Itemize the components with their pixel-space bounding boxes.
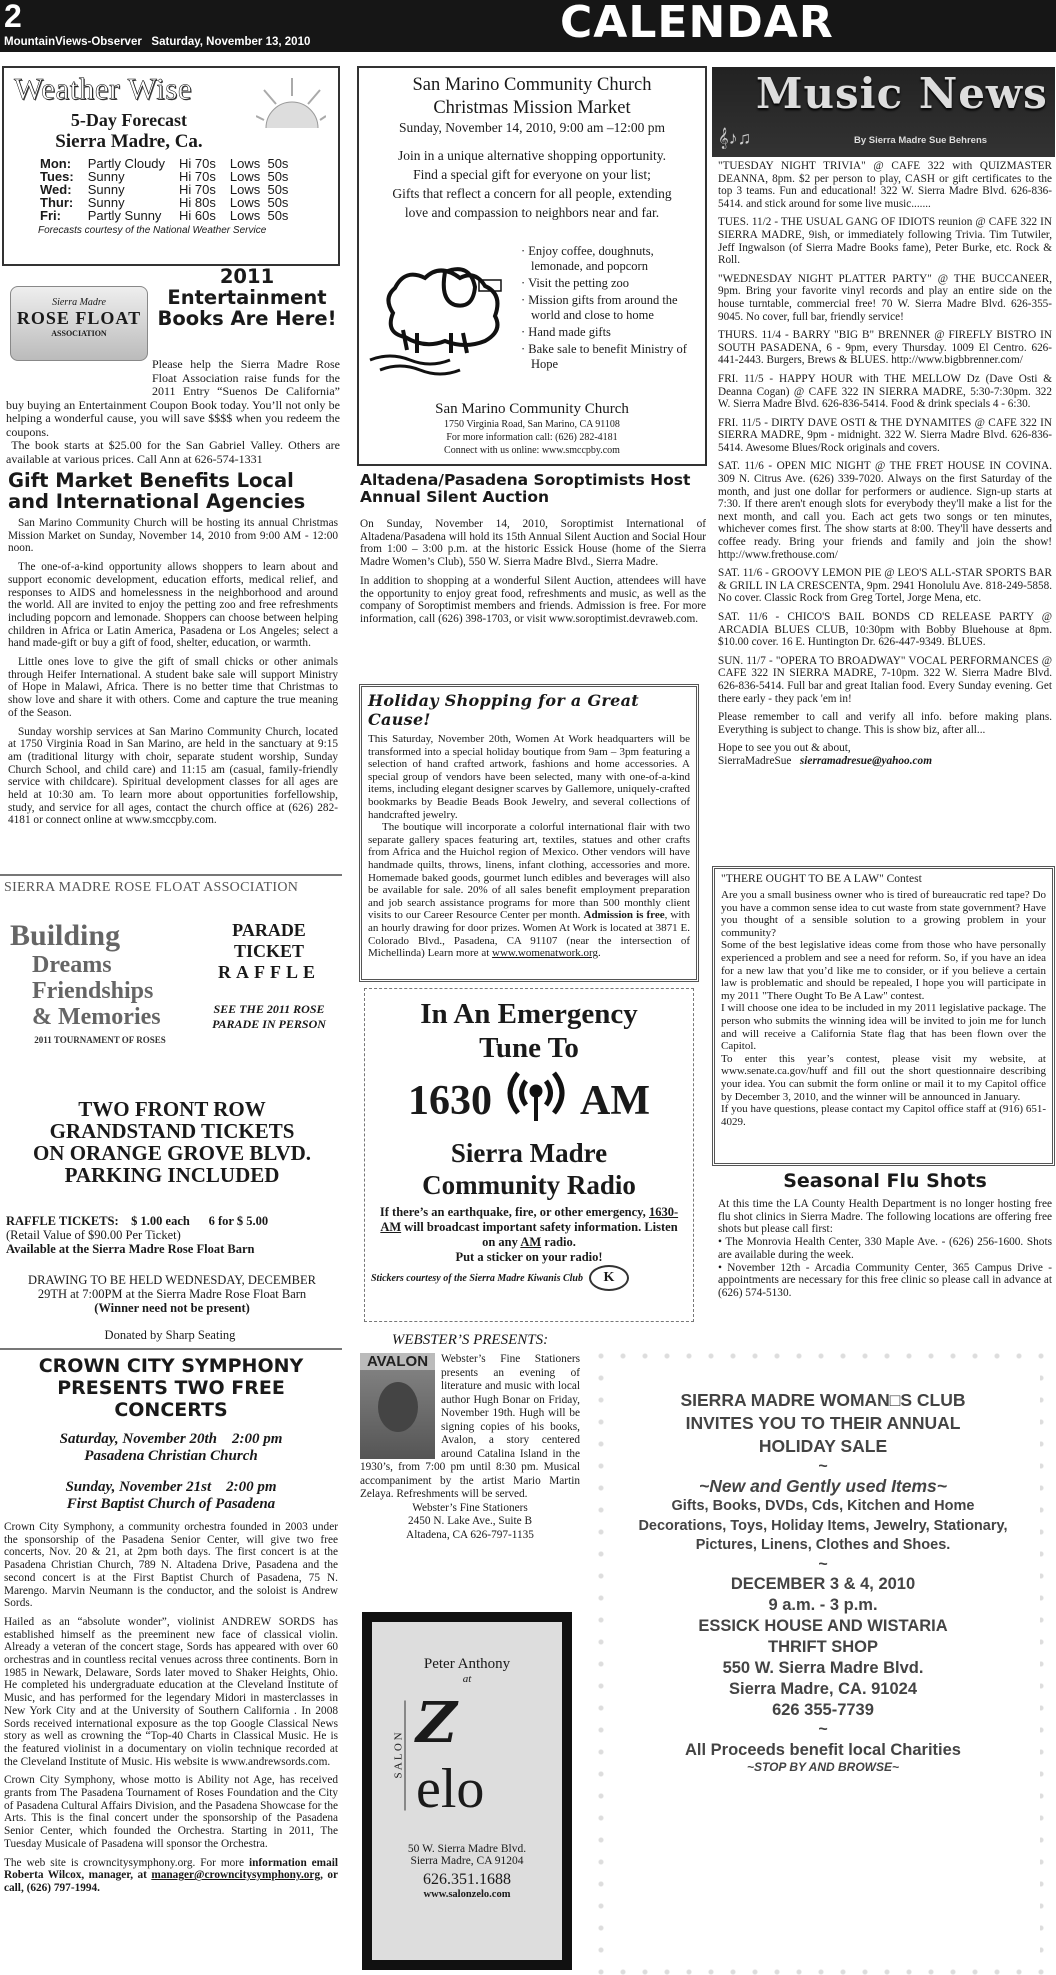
sun-icon	[256, 76, 326, 134]
forecast-cond: Sunny	[87, 195, 125, 210]
sheep-icon	[365, 248, 515, 378]
kiwanis-logo: K	[589, 1265, 629, 1291]
symphony-email-link[interactable]: manager@crowncitysymphony.org	[151, 1869, 321, 1882]
gift-market-title: Gift Market Benefits Local and International Agencies	[8, 470, 306, 513]
law-paragraph: If you have questions, please contact my Capitol office staff at (916) 651-4029.	[721, 1103, 1046, 1128]
entertainment-body: Please help the Sierra Madre Rose Float Association raise funds for the 2011 Entry “Suenos De California” buy buying an Entertainment Coupon Book today. You’ll not only be helping a wonderful cause, you will save $$$$ when you redeem the coupons. The book starts at $25.00 for the San Gabriel Valley. Others are available at various prices. Call Ann at 626-574-1331	[6, 357, 340, 466]
divider	[0, 874, 342, 876]
wc-items: Gifts, Books, DVDs, Cds, Kitchen and Home Decorations, Toys, Holiday Items, Jewelry, Stationary, Pictures, Linens, Clothes and Shoes.	[638, 1498, 1008, 1553]
law-paragraph: Some of the best legislative ideas come from those who have personally experienced a problem and see a need for reform. So, if you have an idea for a new law that you’d like me to consider, or if you believe a certain law is problematic and should be repealed, I hope you will participate in my 2011 "There Ought To Be A Law" contest.	[721, 939, 1046, 1002]
forecast-row	[40, 209, 302, 222]
music-listing: SAT. 11/6 - CHICO'S BAIL BONDS CD RELEASE PARTY @ ARCADIA BLUES CLUB, 10:30pm with Bobby Bluehouse at 8pm. $10.00 cover. 16 E. Huntington Dr. 626-447-9349. BLUES.	[718, 611, 1052, 649]
salon-logo: S A L O N Z elo	[392, 1690, 485, 1820]
see-parade: SEE THE 2011 ROSE PARADE IN PERSON	[212, 1002, 326, 1031]
law-paragraph: I will choose one idea to be included in my 2011 legislative package. The person who submits the winning idea will be invited to join me for lunch and will receive a California State flag that has been flown over the Capitol.	[721, 1002, 1046, 1053]
radio-sticker: Put a sticker on your radio!	[455, 1250, 603, 1264]
forecast-lo: Lows 50s	[229, 156, 289, 171]
forecast-heading: 5-Day Forecast	[70, 110, 188, 130]
websters-title: WEBSTER’S PRESENTS:	[391, 1332, 549, 1348]
gift-market-article	[8, 470, 338, 870]
raffle-title: PARADE TICKET RAFFLE	[218, 920, 320, 982]
wc-heading: SIERRA MADRE WOMAN□S CLUB INVITES YOU TO THEIR ANNUAL HOLIDAY SALE	[680, 1390, 966, 1456]
raffle-org: SIERRA MADRE ROSE FLOAT ASSOCIATION	[4, 880, 299, 895]
weather-credit: Forecasts courtesy of the National Weather Service	[38, 225, 267, 236]
music-email-link[interactable]: sierramadresue@yahoo.com	[799, 755, 932, 768]
music-listing: FRI. 11/5 - HAPPY HOUR with THE MELLOW Dz (Dave Osti & Deanna Cogan) @ CAFE 322 IN SIERRA MADRE, 5:30-7:30pm. 322 W. Sierra Madre Blvd. 626-836-5414. Food & drink specials 4 - 6:30.	[718, 372, 1052, 411]
soroptimist-article	[360, 472, 706, 677]
websters-article	[360, 1332, 580, 1610]
symphony-contact: The web site is crowncitysymphony.org. For more information email Roberta Wilcox, manager, at manager@crowncitysymphony.org, or call, (626) 797-1994.	[4, 1856, 338, 1894]
rose-float-logo: Sierra Madre ROSE FLOAT ASSOCIATION	[10, 286, 148, 361]
symphony-paragraph: Hailed as an “absolute wonder”, violinist ANDREW SORDS has established himself as the preeminent new face of classical violin. Already a veteran of the concert stage, Sords has appeared with over 60 orchestras and in countless recital venues across three continents. Born in 1985 in Newark, Delaware, Sords later moved to Shaker Heights, Ohio. He completed his undergraduate education at the Cleveland Institute of Music, and has performed for the legendary Midori in masterclasses in New York City and at the University of Southern California . In 2008 Sords received international exposure as the top Google Classical News story as well as crowning the “Top-40 Charts in Classical Music. He is the featured violinist in a documentary on violin technique recorded at the Cleveland Institute of Music. His website is www.andrewsords.com.	[4, 1615, 338, 1768]
concert-2: Sunday, November 21st 2:00 pm First Baptist Church of Pasadena	[65, 1479, 277, 1512]
holiday-shopping-box	[359, 684, 699, 982]
flu-title: Seasonal Flu Shots	[783, 1170, 987, 1192]
radio-line1: In An Emergency	[420, 998, 638, 1030]
logo-line: Building	[10, 919, 121, 952]
symphony-paragraph: Crown City Symphony, whose motto is Ability not Age, has received grants from The Pasadena Tournament of Roses Foundation and the City of Pasadena Cultural Affairs Division, and the Pasadena Showcase for the Arts. This is the final concert under the sponsorship of the Pasadena Senior Center, which founded the Orchestra. Starting in 2011, The Tuesday Musicale of Pasadena will sponsor the Orchestra.	[4, 1774, 338, 1850]
wc-browse: ~STOP BY AND BROWSE~	[746, 1759, 900, 1774]
music-listing: TUES. 11/2 - THE USUAL GANG OF IDIOTS reunion @ CAFE 322 IN SIERRA MADRE, 9ish, or immediately following Trivia. Tim Tutwiler, Jeff Ingwalson (of Sierra Madre Books fame), Peter Burke, etc. Rock & Roll.	[718, 216, 1052, 267]
forecast-hi: Hi 70s	[179, 156, 216, 171]
wc-detail-line: DECEMBER 3 & 4, 2010	[730, 1574, 916, 1593]
wc-proceeds: All Proceeds benefit local Charities	[684, 1740, 961, 1759]
websters-body: Webster’s Fine Stationers presents an evening of literature and music with local author Hugh Bonar on Friday, November 19th. Hugh will be signing copies of his books, Avalon, a story centered around Catalina Island in the 1930’s, from 7:00 pm until 8:30 pm. Musical accompaniment by the artist Mario Martin Zelaya. Refreshments will be served.	[360, 1353, 580, 1500]
forecast-lo: Lows 50s	[229, 208, 289, 223]
logo-line: Dreams	[32, 952, 112, 978]
gift-market-paragraph: The one-of-a-kind opportunity allows shoppers to learn about and support economic development, education efforts, medical relief, and responses to AIDS and homelessness in the neighborhood and around the world. All are invited to enjoy the petting zoo and free refreshments including popcorn and lemonade. Shoppers can choose between helping children in Africa or Latin America, Pasadena or Los Angeles; select a hand made-gift or buy a gift of food, shelter, education, or warmth.	[8, 561, 338, 650]
building-dreams-logo: Building Dreams Friendships & Memories 2011 TOURNAMENT OF ROSES	[10, 920, 190, 1070]
publication-dateline	[4, 36, 310, 48]
forecast-hi: Hi 70s	[179, 169, 216, 184]
holiday-p2: The boutique will incorporate a colorful international flair with two separate gallery spaces featuring art, textiles, statues and other crafts from Africa and the Huichol region of Mexico. Other vendors will have handmade quilts, throws, linens, infant clothing, accessories and more. Homemade baked goods, gourmet lunch edibles and beverages will also be available for sale. 20% of all sales benefit employment preparation and job search assistance programs for more than 500 monthly client visits to our Career Resource Center per month. Admission is free, with an hourly drawing for door prizes. Women At Work is located at 3871 E. Colorado Blvd., Pasadena, CA 91107 (near the intersection of Michellinda) Learn more at www.womenatwork.org.	[368, 821, 690, 960]
websters-address: Webster’s Fine Stationers 2450 N. Lake Ave., Suite B Altadena, CA 626-797-1135	[406, 1501, 534, 1541]
wc-detail-line: Sierra Madre, CA. 91024	[728, 1679, 918, 1698]
music-listing: SAT. 11/6 - GROOVY LEMON PIE @ LEO'S ALL-STAR SPORTS BAR & GRILL IN LA CRESCENTA, 9pm. 2941 Honolulu Ave. 818-249-5858. No cover. Classic Rock from Greg Tortel, Jorge Mena, etc.	[718, 567, 1052, 605]
salon-phone: 626.351.1688	[423, 1871, 511, 1888]
salon-city: Sierra Madre, CA 91204	[410, 1855, 524, 1867]
entertainment-books-article	[6, 266, 340, 466]
forecast-hi: Hi 70s	[179, 182, 216, 197]
weather-title: Weather Wise	[14, 71, 193, 106]
forecast-day: Tues:	[40, 169, 74, 184]
soroptimist-title: Altadena/Pasadena Soroptimists Host Annual Silent Auction	[360, 472, 691, 506]
logo-line: & Memories	[32, 1004, 161, 1030]
music-listing: SAT. 11/6 - OPEN MIC NIGHT @ THE FRET HOUSE IN COVINA. 309 N. Citrus Ave. (626) 339-7020. Always on the first Saturday of the month, and just one dollar for performers or audience. Sign-up starts at 7:30. If there aren't enough slots for everybody they'll make a list for the next month, and call you. Each act gets two songs or ten minutes, whichever comes first. The show starts at 8:00. They'll have desserts and coffee ready. Bring your friends and family and join the show! http://www.frethouse.com/	[718, 460, 1052, 561]
wc-detail-line: 550 W. Sierra Madre Blvd.	[722, 1658, 924, 1677]
mm-bullets	[519, 244, 705, 374]
salon-stylist: Peter Anthony	[423, 1656, 511, 1672]
forecast-lo: Lows 50s	[229, 182, 289, 197]
flu-shots-article	[718, 1170, 1052, 1335]
forecast-cond: Partly Cloudy	[87, 156, 166, 171]
music-listings	[718, 160, 1052, 866]
gift-market-paragraph: San Marino Community Church will be hosting its annual Christmas Mission Market on Sunday, November 14, 2010 from 9:00 AM - 12:00 noon.	[8, 517, 338, 555]
wc-separator: ~	[818, 1720, 828, 1738]
forecast-lo: Lows 50s	[229, 195, 289, 210]
mission-market-ad	[357, 66, 707, 466]
salon-at: at	[462, 1673, 472, 1685]
forecast-cond: Partly Sunny	[87, 208, 162, 223]
mm-title: San Marino Community Church Christmas Mission Market	[412, 75, 652, 118]
music-signoff: Hope to see you out & about, SierraMadreSue sierramadresue@yahoo.com	[718, 742, 932, 768]
music-listing: SUN. 11/7 - "OPERA TO BROADWAY" VOCAL PERFORMANCES @ CAFE 322 IN SIERRA MADRE, 7-10pm. 322 W. Sierra Madre Blvd. 626-836-5414. Full bar and great Italian food. Every Sunday evening. Get there early - they pack 'em in!	[718, 654, 1052, 705]
gift-market-paragraph: Little ones love to give the gift of small chicks or other animals through Heifer International. A student bake sale will support Ministry of Hope in Malawi, Africa. There is no better time that Christmas to show love and share it with others. Come and capture the true meaning of the Season.	[8, 656, 338, 719]
avalon-book-cover: AVALON	[360, 1353, 435, 1459]
donated-by: Donated by Sharp Seating	[104, 1328, 236, 1342]
mm-bullet: · Visit the petting zoo	[521, 276, 630, 290]
forecast-day: Mon:	[40, 156, 72, 171]
radio-frequency: 1630 AM	[365, 1065, 693, 1137]
publication-name: MountainViews-Observer	[4, 36, 142, 48]
wc-details	[606, 1574, 1040, 1721]
raffle-prize: TWO FRONT ROW GRANDSTAND TICKETS ON ORANGE GROVE BLVD. PARKING INCLUDED	[32, 1097, 312, 1187]
wc-detail-line: ESSICK HOUSE AND WISTARIA	[698, 1616, 948, 1635]
forecast-hi: Hi 80s	[179, 195, 216, 210]
forecast-location: Sierra Madre, Ca.	[55, 131, 203, 152]
wc-separator: ~	[818, 1458, 828, 1475]
music-listing: THURS. 11/4 - BARRY "BIG B" BRENNER @ FIREFLY BISTRO IN SOUTH PASADENA, 6 - 9pm, every Thursday. 1009 El Centro. 626-441-2443. Burgers, Brews & BLUES. http://www.bigbbrenner.com/	[718, 329, 1052, 367]
salon-zelo-ad	[362, 1612, 572, 1970]
page-header	[0, 0, 1056, 52]
music-listing: "TUESDAY NIGHT TRIVIA" @ CAFE 322 with QUIZMASTER DEANNA, 8pm. $2 per person to play, CASH or gift certificates to the top 3 teams. Fun and educational! 322 W. Sierra Madre Blvd. 626-836-5414. and stick around for some live music.......	[718, 160, 1052, 210]
forecast-day: Fri:	[40, 208, 61, 223]
entertainment-title: 2011 Entertainment Books Are Here!	[157, 266, 337, 330]
concert-1: Saturday, November 20th 2:00 pm Pasadena Christian Church	[59, 1431, 283, 1464]
music-byline: By Sierra Madre Sue Behrens	[854, 135, 988, 146]
rose-raffle-ad	[4, 880, 340, 1320]
flu-line: • November 12th - Arcadia Community Center, 365 Campus Drive - appointments are necessary for this free clinic so please call in advance at (626) 574-5130.	[718, 1261, 1052, 1299]
womans-club-ad	[590, 1345, 1056, 1975]
mm-bullet: · Enjoy coffee, doughnuts, lemonade, and popcorn	[521, 244, 654, 273]
forecast-day: Thur:	[40, 195, 74, 210]
radio-line4: Community Radio	[422, 1170, 636, 1200]
flu-line: At this time the LA County Health Department is no longer hosting free flu shot clinics in Sierra Madre. The following locations are offering free shots but please call first:	[718, 1198, 1052, 1236]
mm-footer: San Marino Community Church 1750 Virginia Road, San Marino, CA 91108 For more information call: (626) 282-4181 Connect with us online: www.smccpby.com	[435, 401, 629, 456]
soroptimist-p2: In addition to shopping at a wonderful Silent Auction, attendees will have the opportunity to enjoy great food, refreshments and music, as well as the company of Soroptimist members and friends. Admission is free. For more information, call (626) 398-1703, or visit www.soroptimist.devraweb.com.	[360, 574, 706, 625]
wc-detail-line: 9 a.m. - 3 p.m.	[768, 1595, 878, 1614]
music-notes-icon: 𝄞♪♫	[718, 128, 752, 148]
salon-address: 50 W. Sierra Madre Blvd.	[407, 1843, 527, 1855]
holiday-title: Holiday Shopping for a Great Cause!	[368, 691, 639, 729]
forecast-lo: Lows 50s	[229, 169, 289, 184]
mm-intro: Join in a unique alternative shopping opportunity. Find a special gift for everyone on your list; Gifts that reflect a concern for all people, extending love and compassion to neighbors near and far.	[392, 148, 672, 220]
soroptimist-p1: On Sunday, November 14, 2010, Soroptimist International of Altadena/Pasadena will hold its 15th Annual Silent Auction and Social Hour from 1:00 – 3:00 p.m. at the historic Essick House (home of the Sierra Madre Women’s Club), 550 W. Sierra Madre Blvd., Sierra Madre.	[360, 518, 706, 569]
music-news-banner	[712, 67, 1055, 157]
wc-detail-line: THRIFT SHOP	[768, 1637, 878, 1656]
law-paragraph: To enter this year’s contest, please visit my website, at www.senate.ca.gov/huff and fill out the short questionnaire describing your idea. You can submit the form online or mail it to my Capitol office by December 3, 2010, and the winner will be announced in January.	[721, 1052, 1046, 1103]
section-title: CALENDAR	[560, 0, 834, 48]
issue-date: Saturday, November 13, 2010	[151, 36, 311, 48]
law-title: "THERE OUGHT TO BE A LAW" Contest	[721, 873, 922, 885]
symphony-paragraph: Crown City Symphony, a community orchestra founded in 2003 under the sponsorship of the Pasadena Senior Center, will give two free concerts, Nov. 20 & 21, at 2pm both days. The first concert is at the Pasadena Christian Church, 789 N. Altadena Drive, Pasadena and the second concert is at the First Baptist Church of Pasadena, 75 N. Marengo. Marvin Neumann is the conductor, and the soloist is Andrew Sords.	[4, 1521, 338, 1610]
music-listing: Please remember to call and verify all info. before making plans. Everything is subject to change. This is show biz, after all...	[718, 711, 1052, 736]
law-paragraph: Are you a small business owner who is tired of bureaucratic red tape? Do you have a common sense idea to cut waste from state government? Have you thought of a sensible solution to a growing problem in your community?	[721, 889, 1046, 939]
radio-line2: Tune To	[479, 1032, 579, 1064]
music-listing: FRI. 11/5 - DIRTY DAVE OSTI & THE DYNAMITES @ CAFE 322 IN SIERRA MADRE, 9pm - midnight. 322 W. Sierra Madre Blvd. 626-836-5414. Awesome Blues/Rock originals and covers.	[718, 416, 1052, 454]
mm-bullet: · Hand made gifts	[521, 325, 611, 339]
wc-separator: ~	[818, 1555, 828, 1573]
wc-detail-line: 626 355-7739	[772, 1700, 874, 1719]
forecast-hi: Hi 60s	[179, 208, 216, 223]
wc-subhead: ~New and Gently used Items~	[699, 1476, 947, 1496]
music-listing: "WEDNESDAY NIGHT PLATTER PARTY" @ THE BUCCANEER, 9pm. Bring your favorite vinyl records and play an entire side on the house turntable, commercial free! 70 W. Sierra Madre Blvd. 626-355-9045. No cover, full bar, friendly service!	[718, 272, 1052, 323]
salon-website: www.salonzelo.com	[423, 1889, 511, 1900]
logo-line: Friendships	[32, 978, 154, 1004]
flu-line: • The Monrovia Health Center, 330 Maple Ave. - (626) 256-1600. Shots are available during the week.	[718, 1236, 1052, 1261]
radio-body: If there’s an earthquake, fire, or other emergency, 1630-AM will broadcast important safety information. Listen on any AM radio.	[379, 1205, 679, 1249]
womenatwork-link[interactable]: www.womenatwork.org	[492, 947, 599, 960]
forecast-cond: Sunny	[87, 169, 125, 184]
symphony-title: CROWN CITY SYMPHONY PRESENTS TWO FREE CONCERTS	[38, 1355, 304, 1421]
music-news-title: Music News	[756, 69, 1048, 118]
mm-bullet: · Mission gifts from around the world and close to home	[521, 293, 678, 322]
forecast-table	[40, 157, 302, 222]
raffle-drawing: DRAWING TO BE HELD WEDNESDAY, DECEMBER 29TH at 7:00PM at the Sierra Madre Rose Float Barn (Winner need not be present)	[28, 1273, 316, 1315]
weather-box	[2, 66, 340, 266]
radio-line3: Sierra Madre	[450, 1138, 608, 1168]
crown-city-symphony-article	[4, 1355, 338, 1975]
broadcast-antenna-icon	[496, 1065, 576, 1137]
emergency-radio-ad	[364, 988, 694, 1322]
divider	[0, 1348, 342, 1350]
law-contest-box	[712, 866, 1055, 1166]
mm-date: Sunday, November 14, 2010, 9:00 am –12:00 pm	[398, 120, 666, 135]
forecast-cond: Sunny	[87, 182, 125, 197]
gift-market-paragraph: Sunday worship services at San Marino Community Church, located at 1750 Virginia Road in San Marino, are held in the sanctuary at 9:15 am (traditional liturgy with choir, separate student worship, Sunday Church School, and child care) and 11:15 am (casual, family-friendly service with childcare). Spiritual development classes for all ages are held at 10:30 am. To learn more about opportunities forfellowship, study, and service for all ages, contact the church office at (626) 282-4181 or connect online at www.smccpby.com.	[8, 725, 338, 827]
forecast-day: Wed:	[40, 182, 72, 197]
page-number: 2	[4, 0, 22, 34]
radio-credit: Stickers courtesy of the Sierra Madre Kiwanis Club K	[365, 1265, 693, 1291]
raffle-prices: RAFFLE TICKETS: $ 1.00 each 6 for $ 5.00 (Retail Value of $90.00 Per Ticket) Available at the Sierra Madre Rose Float Barn	[6, 1214, 269, 1256]
mm-bullet: · Bake sale to benefit Ministry of Hope	[521, 342, 687, 371]
holiday-p1: This Saturday, November 20th, Women At Work headquarters will be transformed into a special holiday boutique from 9am – 3pm featuring a selection of hand crafted artwork, fashions and home accessories. A special group of vendors have been selected, many with one-of-a-kind items, including elegant designer scarves by Gallemore, uniquely-crafted bookmarks by Beadie Beads Book Jewelry, and several collections of handcrafted jewelry.	[368, 733, 690, 821]
